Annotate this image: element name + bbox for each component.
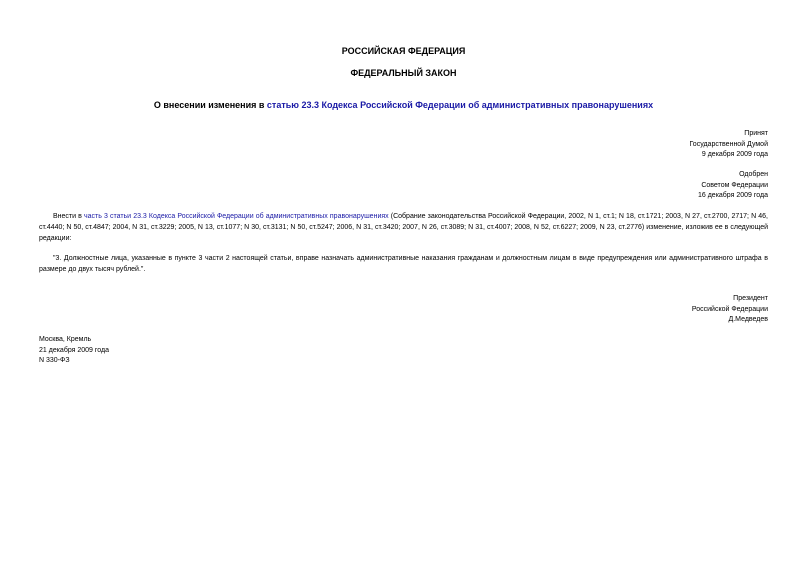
body-paragraph-1 (39, 211, 768, 244)
place-line: Москва, Кремль (39, 336, 92, 343)
signature-line-3: Д.Медведев (728, 316, 768, 323)
p1-prefix: Внести в (53, 213, 84, 220)
approved-block (698, 170, 768, 202)
adopted-block (689, 129, 768, 161)
date-line: 21 декабря 2009 года (39, 346, 110, 354)
p1-article-link[interactable]: часть 3 статьи 23.3 Кодекса Российской Федерации об административных правонарушениях (83, 213, 389, 220)
law-title (0, 100, 807, 111)
place-date-block (39, 335, 109, 367)
law-title-link[interactable]: статью 23.3 Кодекса Российской Федерации об административных правонарушениях (266, 100, 654, 110)
approved-line-3: 16 декабря 2009 года (697, 192, 768, 199)
adopted-line-2: Государственной Думой (689, 140, 768, 148)
p1-suffix: (Собрание законодательства Российской Федерации, 2002, N 1, ст.1; N 18, ст.1721; 2003, N 27, ст.2700, 2717; N 46, ст.4440; N 50, ст.4847; 2004, N 31, ст.3229; 2005, N 13, ст.1077; N 30, ст.3131; N 50, ст.5247; 2006, N 31, ст.3420; 2007, N 26, ст.3089; N 31, ст.4007; 2008, N 52, ст.6227; 2009, N 23, ст.2776) изменение, изложив ее в следующей редакции: (39, 213, 768, 242)
approved-line-2: Советом Федерации (701, 181, 768, 189)
signature-block (692, 294, 768, 326)
doc-type-heading: ФЕДЕРАЛЬНЫЙ ЗАКОН (350, 68, 457, 78)
adopted-line-1: Принят (744, 130, 768, 137)
approved-line-1: Одобрен (739, 171, 768, 178)
law-title-prefix: О внесении изменения в (153, 100, 267, 110)
country-heading: РОССИЙСКАЯ ФЕДЕРАЦИЯ (341, 46, 466, 56)
signature-line-1: Президент (733, 295, 768, 302)
signature-line-2: Российской Федерации (691, 305, 768, 313)
body-paragraph-2: "3. Должностные лица, указанные в пункте 3 части 2 настоящей статьи, вправе назначать административные наказания гражданам и должностным лицам в виде предупреждения или административного штрафа в размере до двух тысяч рублей.". (39, 255, 768, 273)
law-number-line: N 330-ФЗ (39, 357, 70, 364)
adopted-line-3: 9 декабря 2009 года (701, 151, 768, 158)
